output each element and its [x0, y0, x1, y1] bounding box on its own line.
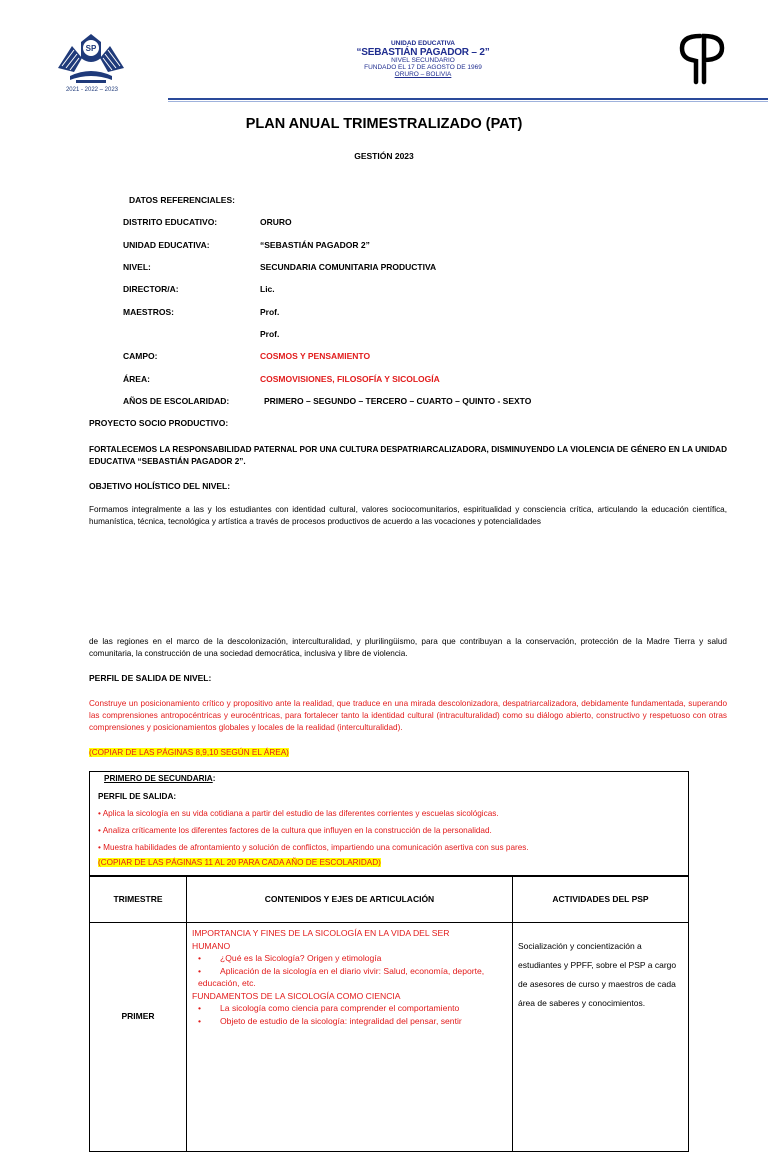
primero-heading-colon: :: [212, 774, 216, 783]
proyecto-heading: PROYECTO SOCIO PRODUCTIVO:: [89, 418, 229, 428]
perfil-nivel-note-text: (COPIAR DE LAS PÁGINAS 8,9,10 SEGÚN EL ÁREA): [89, 748, 289, 757]
perfil-nivel-note: [89, 747, 289, 758]
datos-label: DIRECTOR/A:: [123, 284, 179, 294]
content-title: IMPORTANCIA Y FINES DE LA SICOLOGÍA EN LA VIDA DEL SER HUMANO: [192, 928, 450, 951]
datos-label: AÑOS DE ESCOLARIDAD:: [123, 396, 230, 406]
contenidos-cell: [187, 923, 513, 1152]
sp-monogram-logo: [674, 30, 730, 88]
datos-label: CAMPO:: [123, 351, 158, 361]
objetivo-text-continued: de las regiones en el marco de la descolonización, interculturalidad, y plurilingüismo, para que contribuyan a la conservación, protección de la Madre Tierra y salud comunitaria, la construcción de una sociedad democrática, inclusiva y libre de violencia.: [89, 637, 727, 658]
school-line-1: UNIDAD EDUCATIVA: [390, 40, 456, 47]
primero-note: [98, 857, 381, 869]
header-trimestre: TRIMESTRE: [90, 876, 187, 923]
datos-value: ORURO: [260, 217, 292, 227]
primero-perfil-item: • Muestra habilidades de afrontamiento y solución de conflictos, impartiendo una comunicación asertiva con sus pares.: [98, 843, 529, 852]
gestion-year: GESTIÓN 2023: [354, 151, 414, 161]
primero-perfil-item: • Analiza críticamente los diferentes factores de la cultura que influyen en la construcción de la personalidad.: [98, 826, 492, 835]
datos-label: UNIDAD EDUCATIVA:: [123, 240, 210, 250]
perfil-nivel-heading: PERFIL DE SALIDA DE NIVEL:: [89, 673, 212, 683]
datos-heading: DATOS REFERENCIALES:: [129, 195, 235, 205]
trimestre-cell: PRIMER: [90, 923, 187, 1152]
school-header: [268, 41, 578, 79]
content-bullet: • ¿Qué es la Sicología? Origen y etimología: [192, 952, 507, 965]
school-level: NIVEL SECUNDARIO: [391, 57, 455, 65]
header-actividades: ACTIVIDADES DEL PSP: [513, 876, 689, 923]
header-divider: [168, 98, 768, 100]
perfil-nivel-text: Construye un posicionamiento crítico y propositivo ante la realidad, que traduce en una mirada descolonizadora, despatriarcalizadora, debidamente fundamentada, superando las comprensiones antropocéntricas y eurocéntricas, para fortalecer tanto la identidad cultural (intraculturalidad) como su diálogo abierto, constructivo y respetuoso con otras comprensiones y posicionamientos globales y locales de la realidad (interculturalidad).: [89, 699, 727, 732]
school-founded: FUNDADO EL 17 DE AGOSTO DE 1969: [364, 64, 482, 72]
primero-note-text: (COPIAR DE LAS PÁGINAS 11 AL 20 PARA CADA AÑO DE ESCOLARIDAD): [98, 858, 381, 867]
content-title: FUNDAMENTOS DE LA SICOLOGÍA COMO CIENCIA: [192, 990, 401, 1001]
datos-value: Prof.: [260, 307, 280, 317]
objetivo-text: Formamos integralmente a las y los estudiantes con identidad cultural, valores sociocomunitarios, espiritualidad y consciencia crítica, articulando la educación científica, humanística, técnica, tecnológica y artística a través de procesos productivos de acuerdo a las vocaciones y potencialidades: [89, 505, 727, 526]
school-location: ORURO – BOLIVIA: [394, 70, 452, 78]
primero-heading: [104, 773, 215, 785]
primero-perfil-item: • Aplica la sicología en su vida cotidiana a partir del estudio de las diferentes corrientes y escuelas sicológicas.: [98, 809, 499, 818]
contents-table: [89, 875, 689, 1152]
content-bullet: • Aplicación de la sicología en el diario vivir: Salud, economía, deporte, educación, etc.: [192, 965, 507, 990]
primero-perfil-heading: PERFIL DE SALIDA:: [98, 792, 177, 801]
school-crest-logo: [52, 28, 130, 88]
content-bullet: • Objeto de estudio de la sicología: integralidad del pensar, sentir: [192, 1015, 507, 1028]
datos-label: DISTRITO EDUCATIVO:: [123, 217, 218, 227]
proyecto-text: FORTALECEMOS LA RESPONSABILIDAD PATERNAL POR UNA CULTURA DESPATRIARCALIZADORA, DISMINUYENDO LA VIOLENCIA DE GÉNERO EN LA UNIDAD EDUCATIVA “SEBASTIÁN PAGADOR 2”.: [89, 445, 727, 466]
content-bullet: • La sicología como ciencia para comprender el comportamiento: [192, 1002, 507, 1015]
datos-value: Lic.: [260, 284, 275, 294]
table-row: [90, 923, 689, 1152]
header-contenidos: CONTENIDOS Y EJES DE ARTICULACIÓN: [187, 876, 513, 923]
datos-value: PRIMERO – SEGUNDO – TERCERO – CUARTO – QUINTO - SEXTO: [264, 396, 532, 406]
logo-years: 2021 - 2022 – 2023: [65, 87, 119, 93]
header-divider-light: [168, 101, 768, 102]
datos-value: SECUNDARIA COMUNITARIA PRODUCTIVA: [260, 262, 437, 272]
datos-value: Prof.: [260, 329, 280, 339]
school-name: “SEBASTIÁN PAGADOR – 2”: [356, 46, 490, 58]
datos-label: ÁREA:: [123, 374, 150, 384]
objetivo-heading: OBJETIVO HOLÍSTICO DEL NIVEL:: [89, 481, 231, 491]
datos-value: COSMOVISIONES, FILOSOFÍA Y SICOLOGÍA: [260, 374, 440, 384]
table-header-row: [90, 876, 689, 923]
datos-label: NIVEL:: [123, 262, 151, 272]
datos-value: “SEBASTIÁN PAGADOR 2”: [260, 240, 370, 250]
svg-text:SP: SP: [85, 44, 97, 53]
datos-value: COSMOS Y PENSAMIENTO: [260, 351, 371, 361]
datos-label: MAESTROS:: [123, 307, 174, 317]
actividades-cell: Socialización y concientización a estudiantes y PPFF, sobre el PSP a cargo de asesores de curso y maestros de cada área de saberes y conocimientos.: [513, 923, 689, 1152]
page-title: PLAN ANUAL TRIMESTRALIZADO (PAT): [245, 116, 523, 132]
primero-heading-text: PRIMERO DE SECUNDARIA: [104, 774, 213, 783]
